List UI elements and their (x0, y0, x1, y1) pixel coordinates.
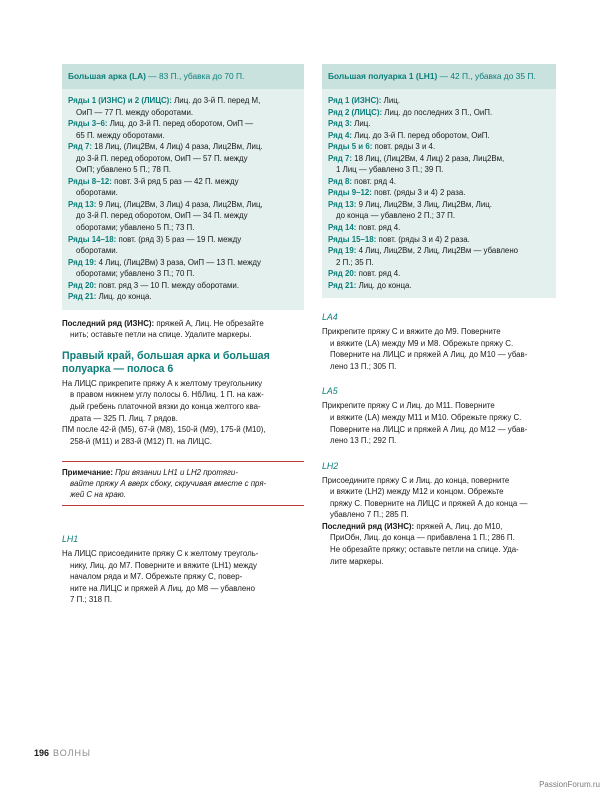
pattern-row: Ряд 7: 18 Лиц, (Лиц2Вм, 4 Лиц) 4 раза, Лиц2Вм, Лиц. до 3-й П. перед оборотом, ОиП — 57 П. между ОиП; убавлено 5 П.; 78 П. (68, 142, 263, 175)
section-paragraph: На ЛИЦС прикрепите пряжу А к желтому треугольнику в правом нижнем углу полосы 6. НбЛиц. 1 П. на каж- дый гребень платочной вязки до конца желтого ква- драта — 325 П. Лиц. 7 рядов. ПМ после 42-й (М5), 67-й (М8), 150-й (М9), 175-й (М10), 258-й (М11) и 283-й (М12) П. на ЛИЦС. (62, 378, 266, 446)
pattern-row: Ряды 1 (ИЗНС) и 2 (ЛИЦС): Лиц. до 3-й П. перед М, ОиП — 77 П. между оборотами. (68, 96, 261, 117)
watermark: PassionForum.ru (539, 780, 600, 789)
pattern-row: Ряд 20: повт. ряд 4. (328, 269, 401, 279)
pattern-row: Ряды 9–12: повт. (ряды 3 и 4) 2 раза. (328, 188, 466, 198)
pattern-row: Ряд 14: повт. ряд 4. (328, 223, 401, 233)
page-footer (34, 748, 91, 758)
pattern-row: Ряд 8: повт. ряд 4. (328, 176, 396, 186)
section-name: ВОЛНЫ (53, 748, 92, 758)
pattern-row: Ряды 14–18: повт. (ряд 3) 5 раз — 19 П. между оборотами. (68, 234, 242, 256)
lh1-paragraph: На ЛИЦС присоедините пряжу С к желтому треуголь- нику, Лиц. до М7. Поверните и вяжите (LH1) между началом ряда и М7. Обрежьте пряжу С, повер- ните на ЛИЦС и пряжей А Лиц. до М8 — убавлено 7 П.; 318 П. (62, 549, 259, 605)
la5-title: LA5 (322, 386, 338, 397)
lh2-title: LH2 (322, 460, 339, 471)
la4-title: LA4 (322, 312, 338, 323)
pattern-row: Ряды 3–6: Лиц. до 3-й П. перед оборотом, ОиП — 65 П. между оборотами. (68, 119, 254, 140)
pattern-row: Ряд 19: 4 Лиц, Лиц2Вм, 2 Лиц, Лиц2Вм — убавлено 2 П.; 35 П. (328, 246, 519, 267)
pattern-row: Ряд 2 (ЛИЦС): Лиц. до последних 3 П., ОиП. (328, 107, 493, 117)
large-half-arch-title: Большая полуарка 1 (LH1) (328, 71, 438, 81)
pattern-row: Ряд 21: Лиц. до конца. (68, 292, 152, 302)
pattern-row: Ряды 15–18: повт. (ряды 3 и 4) 2 раза. (328, 234, 470, 244)
pattern-row: Ряд 1 (ИЗНС): Лиц. (328, 96, 400, 105)
pattern-row: Ряд 13: 9 Лиц, (Лиц2Вм, 3 Лиц) 4 раза, Лиц2Вм, Лиц, до 3-й П. перед оборотом, ОиП — 34 П. между оборотами; убавлено 5 П.; 73 П. (68, 199, 263, 233)
right-last-row: Последний ряд (ИЗНС): пряжей А, Лиц. до М10, ПриОбн, Лиц. до конца — прибавлена 1 П.; 286 П. Не обрезайте пряжу; оставьте петли на спице. Уда- лите маркеры. (322, 521, 519, 566)
pattern-row: Ряд 3: Лиц. (328, 119, 371, 129)
page-number: 196 (34, 748, 50, 758)
la4-paragraph: Прикрепите пряжу С и вяжите до М9. Поверните и вяжите (LA) между М9 и М8. Обрежьте пряжу С. Поверните на ЛИЦС и пряжей А Лиц. до М10 — убав- лено 13 П.; 305 П. (322, 327, 528, 371)
large-arch-box (62, 64, 304, 310)
large-arch-rows (62, 89, 304, 310)
left-column (62, 64, 304, 606)
large-half-arch-box (322, 64, 556, 298)
right-column (322, 64, 556, 567)
pattern-row: Ряд 20: повт. ряд 3 — 10 П. между оборотами. (68, 280, 240, 290)
large-arch-title: Большая арка (LA) (68, 71, 146, 81)
lh2-paragraph: Присоедините пряжу С и Лиц. до конца, поверните и вяжите (LH2) между М12 и концом. Обрежьте пряжу С. Поверните на ЛИЦС и пряжей А до конца — убавлено 7 П.; 285 П. (322, 475, 528, 520)
pattern-row: Ряд 4: Лиц. до 3-й П. перед оборотом, ОиП. (328, 130, 490, 140)
large-half-arch-rows (322, 89, 556, 298)
large-arch-header (62, 64, 304, 89)
pattern-row: Ряды 5 и 6: повт. ряды 3 и 4. (328, 142, 436, 152)
large-arch-subtitle: — 83 П., убавка до 70 П. (145, 71, 245, 81)
pattern-row: Ряд 7: 18 Лиц, (Лиц2Вм, 4 Лиц) 2 раза, Лиц2Вм, 1 Лиц — убавлено 3 П.; 39 П. (328, 153, 505, 175)
pattern-row: Ряд 19: 4 Лиц, (Лиц2Вм) 3 раза, ОиП — 13 П. между оборотами; убавлено 3 П.; 70 П. (68, 257, 261, 279)
pattern-row: Ряд 21: Лиц. до конца. (328, 280, 412, 290)
large-half-arch-header (322, 64, 556, 89)
large-half-arch-subtitle: — 42 П., убавка до 35 П. (437, 71, 536, 81)
section-title: Правый край, большая арка и большая полуарка — полоса 6 (62, 349, 270, 375)
pattern-row: Ряд 13: 9 Лиц, Лиц2Вм, 3 Лиц, Лиц2Вм, Лиц. до конца — убавлено 2 П.; 37 П. (328, 199, 492, 221)
pattern-row: Ряды 8–12: повт. 3-й ряд 5 раз — 42 П. между оборотами. (68, 176, 239, 198)
left-last-row: Последний ряд (ИЗНС): пряжей А, Лиц. Не обрезайте нить; оставьте петли на спице. Удалите маркеры. (62, 318, 264, 340)
lh1-title: LH1 (62, 534, 79, 545)
la5-paragraph: Прикрепите пряжу С и Лиц. до М11. Поверните и вяжите (LA) между М11 и М10. Обрежьте пряжу С. Поверните на ЛИЦС и пряжей А Лиц. до М12 — убав- лено 13 П.; 292 П. (322, 401, 528, 446)
note-box: Примечание: При вязании LH1 и LH2 протяги- вайте пряжу А вверх сбоку, скручивая вместе с пря- жей С на краю. (62, 461, 304, 506)
